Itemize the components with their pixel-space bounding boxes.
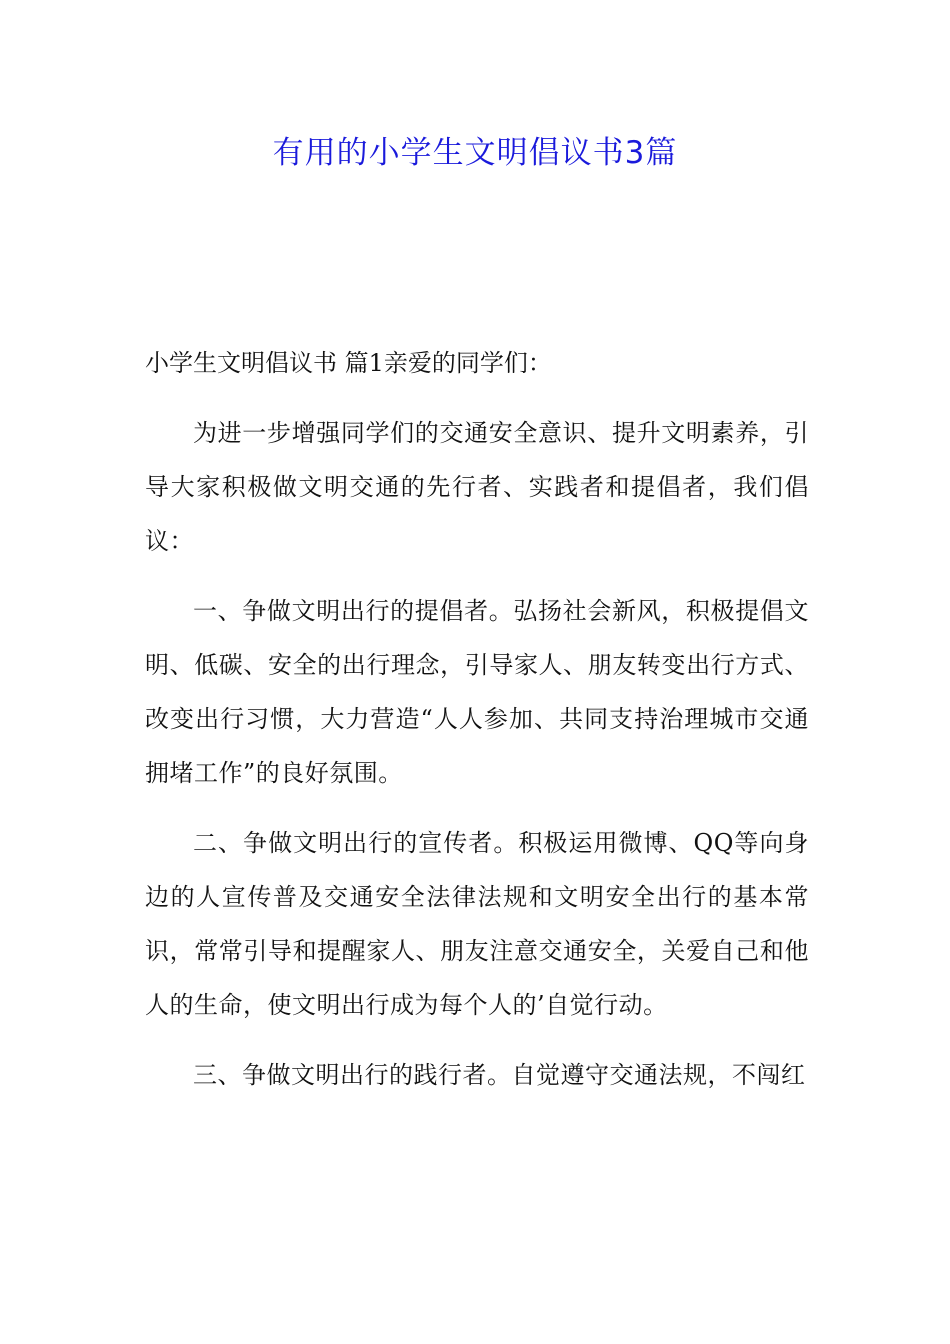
paragraph-3: 二、争做文明出行的宣传者。积极运用微博、QQ等向身边的人宣传普及交通安全法律法规和文明安全出行的基本常识，常常引导和提醒家人、朋友注意交通安全，关爱自己和他人的生命，使文明出行成为每个人的’自觉行动。	[145, 829, 809, 1019]
paragraph-1: 为进一步增强同学们的交通安全意识、提升文明素养，引导大家积极做文明交通的先行者、实践者和提倡者，我们倡议：	[145, 419, 809, 555]
paragraph-4: 三、争做文明出行的践行者。自觉遵守交通法规，不闯红	[193, 1061, 806, 1089]
intro-line: 小学生文明倡议书 篇1亲爱的同学们：	[145, 349, 552, 377]
document-title: 有用的小学生文明倡议书3篇	[272, 135, 678, 171]
document-body	[145, 336, 809, 1118]
paragraph-2: 一、争做文明出行的提倡者。弘扬社会新风，积极提倡文明、低碳、安全的出行理念，引导家人、朋友转变出行方式、改变出行习惯，大力营造“人人参加、共同支持治理城市交通拥堵工作”的良好氛围。	[145, 597, 809, 787]
